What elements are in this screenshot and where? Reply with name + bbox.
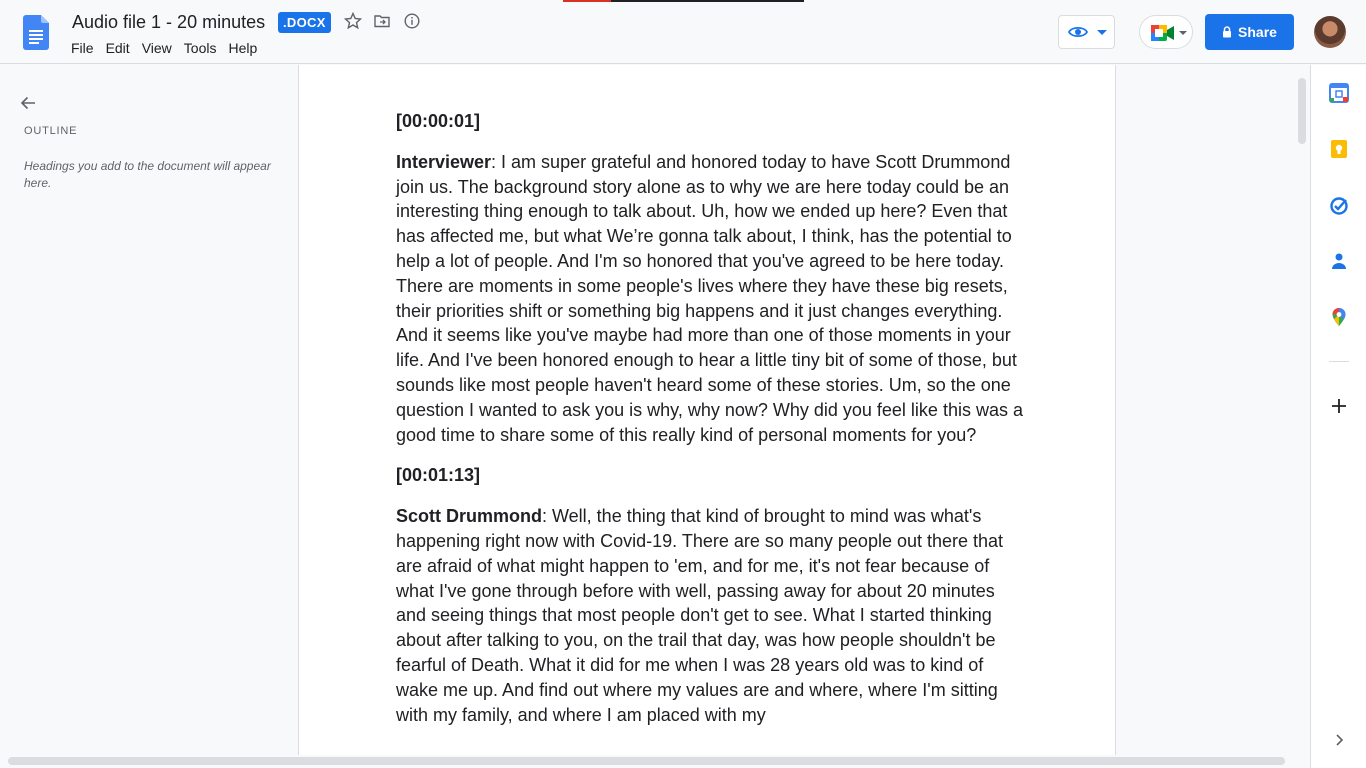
outline-panel xyxy=(0,65,298,755)
paragraph-text: : Well, the thing that kind of brought to mind was what's happening right now with Covid-19. There are so many people out there that are afraid of what might happen to 'em, and for me, it's not fear because of what I've gone through before with well, passing away for about 20 minutes and seeing things that most people don't get to see. What I started thinking about after talking to you, on the trail that day, was how people shouldn't be fearful of Death. What it did for me when I was 28 years old was to kind of wake me up. And find out where my values are and where, where I'm sitting with my family, and where I am placed with my xyxy=(396,506,1004,725)
chevron-down-icon xyxy=(1097,30,1107,36)
loading-progress xyxy=(563,0,804,2)
menu-bar xyxy=(71,40,269,56)
top-bar xyxy=(0,0,1366,64)
tasks-icon[interactable] xyxy=(1329,195,1349,215)
document-body[interactable] xyxy=(396,109,1026,743)
transcript-paragraph xyxy=(396,150,1026,448)
docs-logo-icon[interactable] xyxy=(23,15,49,50)
maps-icon[interactable] xyxy=(1329,307,1349,327)
horizontal-scroll-thumb[interactable] xyxy=(8,757,1285,765)
timestamp: [00:00:01] xyxy=(396,111,481,131)
lock-icon xyxy=(1222,26,1232,38)
timestamp: [00:01:13] xyxy=(396,465,481,486)
info-icon[interactable] xyxy=(403,12,421,30)
view-mode-button[interactable] xyxy=(1058,15,1115,49)
menu-view[interactable]: View xyxy=(141,40,172,56)
menu-edit[interactable]: Edit xyxy=(105,40,130,56)
outline-title: OUTLINE xyxy=(24,125,78,137)
docx-badge[interactable]: .DOCX xyxy=(278,12,331,33)
contacts-icon[interactable] xyxy=(1329,251,1349,271)
menu-tools[interactable]: Tools xyxy=(183,40,217,56)
horizontal-scrollbar[interactable] xyxy=(0,755,1310,768)
side-divider xyxy=(1329,361,1349,362)
share-button[interactable] xyxy=(1205,14,1294,50)
transcript-paragraph xyxy=(396,504,1026,727)
meet-button[interactable] xyxy=(1139,15,1193,49)
menu-file[interactable]: File xyxy=(71,40,94,56)
eye-icon xyxy=(1068,24,1088,40)
share-label: Share xyxy=(1238,24,1277,40)
keep-icon[interactable] xyxy=(1329,139,1349,159)
chevron-right-icon[interactable] xyxy=(1329,730,1349,750)
vertical-scroll-thumb[interactable] xyxy=(1298,78,1306,144)
star-icon[interactable] xyxy=(344,12,362,30)
speaker-name: Interviewer xyxy=(396,151,492,172)
side-panel xyxy=(1310,65,1366,768)
arrow-back-icon[interactable] xyxy=(18,93,38,113)
loading-progress-fill xyxy=(563,0,611,2)
vertical-scrollbar[interactable] xyxy=(1296,65,1310,755)
chevron-down-icon xyxy=(1179,31,1187,36)
calendar-icon[interactable] xyxy=(1329,83,1349,103)
document-title[interactable]: Audio file 1 - 20 minutes xyxy=(72,12,266,32)
avatar[interactable] xyxy=(1314,16,1346,48)
add-icon[interactable] xyxy=(1329,396,1349,416)
paragraph-text: : I am super grateful and honored today to have Scott Drummond join us. The background story alone as to why we are here today could be an interesting thing enough to talk about. Uh, how we ended up here? Even that has affected me, but what We’re gonna talk about, I think, has the potential to help a lot of people. And I'm so honored that you've agreed to be here today. There are moments in some people's lives where they have these big resets, their priorities shift or something big happens and it just changes everything. And it seems like you've maybe had more than one of those moments in your life. And I've been honored enough to hear a little tiny bit of some of those, but sounds like most people haven't heard some of these stories. Um, so the one question I wanted to ask you is why, why now? Why did you feel like this was a good time to share some of this really kind of personal moments for you? xyxy=(396,151,1023,445)
move-folder-icon[interactable] xyxy=(373,12,391,30)
document-page[interactable] xyxy=(298,65,1116,755)
speaker-name: Scott Drummond xyxy=(396,506,542,527)
menu-help[interactable]: Help xyxy=(228,40,258,56)
outline-hint: Headings you add to the document will appear here. xyxy=(24,159,271,190)
meet-icon xyxy=(1150,23,1176,43)
